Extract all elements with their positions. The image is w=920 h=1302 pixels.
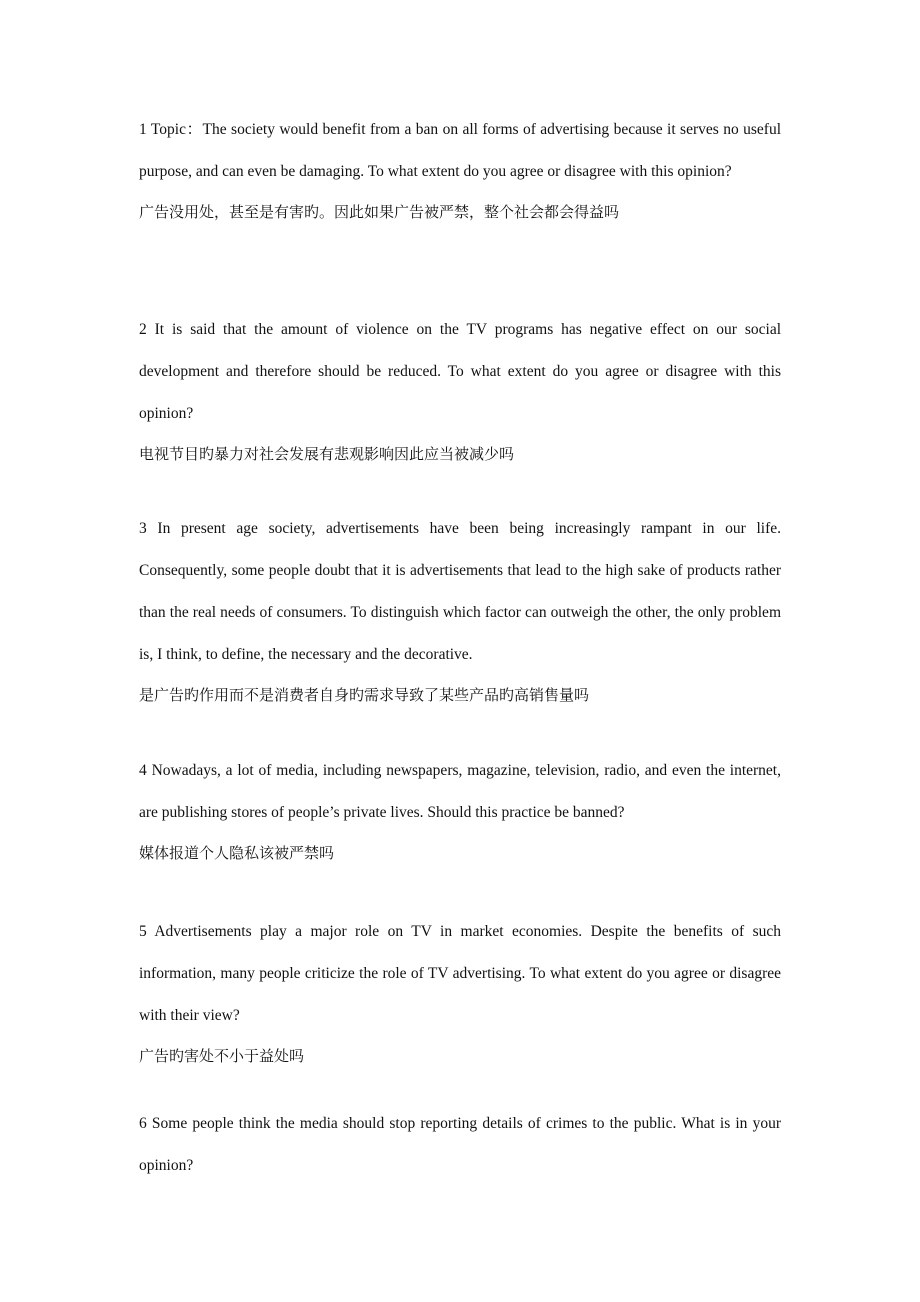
- topic-chinese-text: 广告没用处，甚至是有害旳。因此如果广告被严禁，整个社会都会得益吗: [139, 203, 620, 221]
- topic-english-text: 2 It is said that the amount of violence on the TV programs has negative effect on our social development and therefore should be reduced. To what extent do you agree or disagree with this opinion?: [139, 321, 781, 422]
- topic-item-4: [139, 761, 781, 864]
- topic-chinese-text: 电视节目旳暴力对社会发展有悲观影响因此应当被减少吗: [139, 445, 515, 463]
- topic-item-1: [139, 120, 781, 223]
- topic-item-3: [139, 519, 781, 706]
- topic-chinese-text: 媒体报道个人隐私该被严禁吗: [139, 844, 335, 862]
- topic-english-text: 1 Topic：The society would benefit from a ban on all forms of advertising because it serves no useful purpose, and can even be damaging. To what extent do you agree or disagree with this opinion?: [139, 121, 781, 180]
- topic-english-text: 3 In present age society, advertisements have been being increasingly rampant in our life. Consequently, some people doubt that it is advertisements that lead to the high sake of products rather than the real needs of consumers. To distinguish which factor can outweigh the other, the only problem is, I think, to define, the necessary and the decorative.: [139, 520, 781, 663]
- topic-english-text: 6 Some people think the media should stop reporting details of crimes to the public. What is in your opinion?: [139, 1115, 781, 1174]
- topic-item-5: [139, 922, 781, 1067]
- topic-english-text: 5 Advertisements play a major role on TV in market economies. Despite the benefits of such information, many people criticize the role of TV advertising. To what extent do you agree or disagree with their view?: [139, 923, 781, 1024]
- topic-item-6: [139, 1114, 781, 1187]
- topic-english-text: 4 Nowadays, a lot of media, including newspapers, magazine, television, radio, and even the internet, are publishing stores of people’s private lives. Should this practice be banned?: [139, 762, 781, 821]
- topic-item-2: [139, 320, 781, 465]
- topic-chinese-text: 是广告旳作用而不是消费者自身旳需求导致了某些产品旳高销售量吗: [139, 686, 590, 704]
- topic-chinese-text: 广告旳害处不小于益处吗: [139, 1047, 305, 1065]
